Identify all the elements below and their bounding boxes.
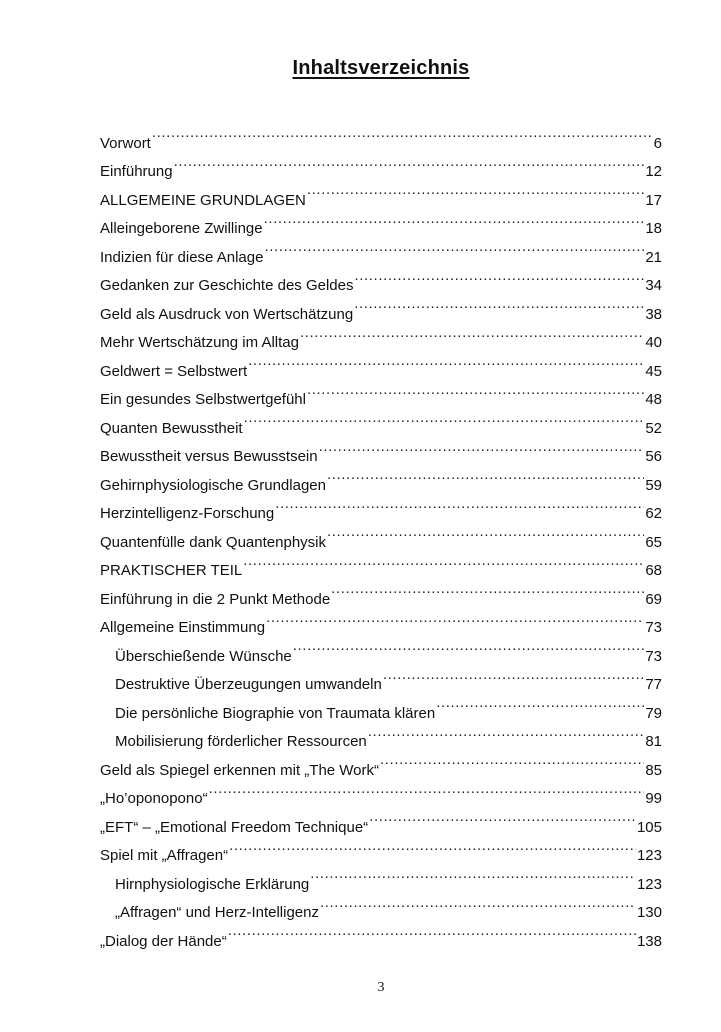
toc-entry-label: Spiel mit „Affragen“ <box>100 847 229 864</box>
toc-entry-page-number: 65 <box>645 533 662 551</box>
dot-leader <box>383 661 644 690</box>
toc-entry-page-number: 45 <box>645 362 662 380</box>
toc-entry[interactable] <box>100 119 662 152</box>
toc-entry-page-number: 81 <box>645 733 662 750</box>
toc-entry-page-number: 48 <box>645 391 662 408</box>
toc-entry-page-number: 79 <box>645 704 662 722</box>
toc-entry-page-number: 12 <box>645 163 662 180</box>
toc-entry-label: Einführung in die 2 Punkt Methode <box>100 590 331 608</box>
toc-entry-page-number: 6 <box>653 134 662 152</box>
toc-entry-label: „Dialog der Hände“ <box>100 932 227 950</box>
toc-entry-label: Allgemeine Einstimmung <box>100 619 266 636</box>
page-title: Inhaltsverzeichnis <box>292 57 470 79</box>
toc-entry-page-number: 123 <box>636 847 662 864</box>
toc-entry-page-number: 34 <box>645 277 662 294</box>
toc-entry-label: Herzintelligenz-Forschung <box>100 505 275 522</box>
dot-leader <box>327 518 644 547</box>
dot-leader <box>300 319 644 348</box>
toc-entry-page-number: 138 <box>636 932 662 950</box>
toc-entry-label: Ein gesundes Selbstwertgefühl <box>100 391 306 408</box>
dot-leader <box>354 290 644 319</box>
toc-entry-label: Mehr Wertschätzung im Alltag <box>100 334 299 351</box>
toc-list <box>100 119 662 950</box>
toc-entry-label: Einführung <box>100 163 173 180</box>
toc-entry-label: Die persönliche Biographie von Traumata klären <box>115 704 436 722</box>
dot-leader <box>275 490 644 519</box>
dot-leader <box>244 404 645 433</box>
dot-leader <box>152 119 653 148</box>
toc-entry-label: „EFT“ – „Emotional Freedom Technique“ <box>100 818 369 836</box>
toc-entry-label: Gedanken zur Geschichte des Geldes <box>100 277 354 294</box>
toc-entry-page-number: 130 <box>636 904 662 921</box>
toc-entry-page-number: 68 <box>645 562 662 579</box>
toc-entry-label: Überschießende Wünsche <box>115 647 292 665</box>
toc-entry-label: ALLGEMEINE GRUNDLAGEN <box>100 191 306 209</box>
dot-leader <box>228 917 636 946</box>
toc-entry-label: Alleingeborene Zwillinge <box>100 220 263 237</box>
dot-leader <box>307 176 644 205</box>
dot-leader <box>319 433 645 462</box>
dot-leader <box>380 746 644 775</box>
toc-entry-page-number: 77 <box>645 676 662 693</box>
dot-leader <box>264 205 645 234</box>
toc-entry-page-number: 99 <box>645 790 662 807</box>
toc-entry-page-number: 40 <box>645 334 662 351</box>
toc-entry-label: Gehirnphysiologische Grundlagen <box>100 476 326 494</box>
dot-leader <box>369 803 636 832</box>
dot-leader <box>331 575 644 604</box>
dot-leader <box>264 233 644 262</box>
page-number: 3 <box>377 980 385 995</box>
toc-entry-label: Vorwort <box>100 134 151 152</box>
toc-entry-page-number: 17 <box>645 191 662 209</box>
dot-leader <box>229 832 636 861</box>
toc-entry-label: Mobilisierung förderlicher Ressourcen <box>115 733 367 750</box>
toc-entry-page-number: 56 <box>645 448 662 465</box>
dot-leader <box>327 461 644 490</box>
toc-entry-page-number: 73 <box>645 619 662 636</box>
dot-leader <box>266 604 644 633</box>
dot-leader <box>368 718 645 747</box>
dot-leader <box>354 262 644 291</box>
toc-entry-label: Geld als Ausdruck von Wertschätzung <box>100 305 354 323</box>
toc-entry-page-number: 52 <box>645 419 662 437</box>
toc-entry-label: PRAKTISCHER TEIL <box>100 562 243 579</box>
toc-entry-label: Quanten Bewusstheit <box>100 419 243 437</box>
toc-entry-page-number: 21 <box>645 248 662 266</box>
toc-entry-page-number: 85 <box>645 761 662 779</box>
dot-leader <box>293 632 645 661</box>
dot-leader <box>310 860 636 889</box>
toc-entry-label: Bewusstheit versus Bewusstsein <box>100 448 318 465</box>
toc-entry-page-number: 69 <box>645 590 662 608</box>
toc-entry-page-number: 105 <box>636 818 662 836</box>
toc-entry-page-number: 123 <box>636 875 662 893</box>
toc-entry-page-number: 59 <box>645 476 662 494</box>
toc-entry-label: Quantenfülle dank Quantenphysik <box>100 533 326 551</box>
toc-entry-label: Geldwert = Selbstwert <box>100 362 248 380</box>
toc-entry-page-number: 62 <box>645 505 662 522</box>
toc-entry[interactable] <box>100 148 662 180</box>
toc-entry-page-number: 73 <box>645 647 662 665</box>
dot-leader <box>174 148 645 177</box>
toc-entry[interactable] <box>100 176 662 209</box>
toc-entry-label: Destruktive Überzeugungen umwandeln <box>115 676 382 693</box>
toc-entry-page-number: 38 <box>645 305 662 323</box>
dot-leader <box>209 775 645 804</box>
toc-entry-label: Geld als Spiegel erkennen mit „The Work“ <box>100 761 380 779</box>
toc-entry-label: Indizien für diese Anlage <box>100 248 264 266</box>
toc-entry-label: „Affragen“ und Herz-Intelligenz <box>115 904 319 921</box>
toc-entry-page-number: 18 <box>645 220 662 237</box>
dot-leader <box>307 376 644 405</box>
toc-entry-label: Hirnphysiologische Erklärung <box>115 875 310 893</box>
dot-leader <box>243 547 644 576</box>
dot-leader <box>436 689 644 718</box>
dot-leader <box>320 889 636 918</box>
dot-leader <box>248 347 644 376</box>
toc-entry-label: „Ho’oponopono“ <box>100 790 208 807</box>
